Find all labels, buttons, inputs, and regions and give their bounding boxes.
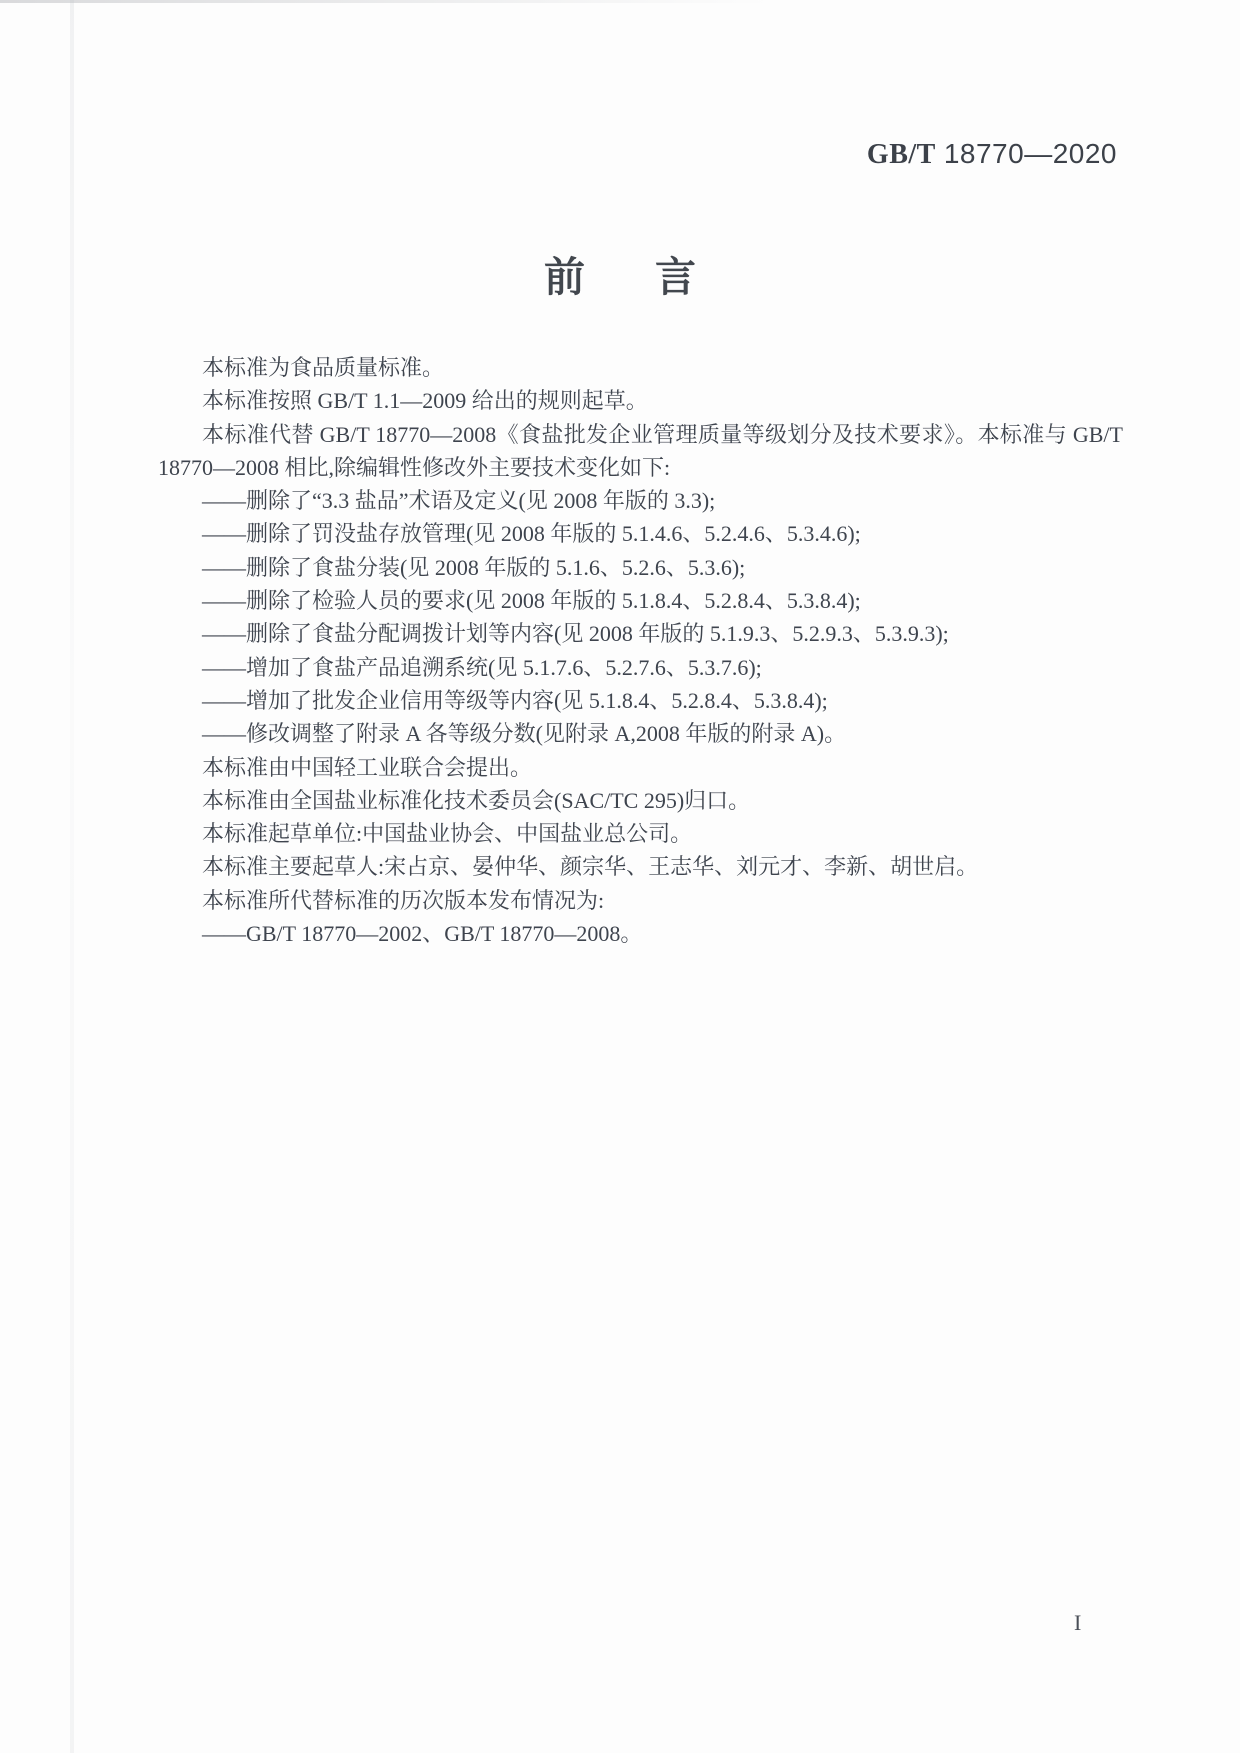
paragraph: 本标准起草单位:中国盐业协会、中国盐业总公司。 — [202, 821, 693, 847]
dash-list-item: ——删除了检验人员的要求(见 2008 年版的 5.1.8.4、5.2.8.4、5.3.8.4); — [202, 588, 861, 614]
page-title-text: 前言 — [544, 254, 766, 300]
document-body — [158, 351, 1123, 950]
paragraph: 本标准所代替标准的历次版本发布情况为: — [202, 887, 605, 913]
page-number: I — [1074, 1610, 1082, 1635]
paragraph: 本标准由中国轻工业联合会提出。 — [202, 754, 533, 780]
dash-list-item: ——删除了罚没盐存放管理(见 2008 年版的 5.1.4.6、5.2.4.6、5.3.4.6); — [202, 521, 861, 547]
page-title — [0, 244, 1240, 303]
dash-list-item: ——增加了食盐产品追溯系统(见 5.1.7.6、5.2.7.6、5.3.7.6); — [202, 654, 762, 680]
paragraph: 本标准按照 GB/T 1.1—2009 给出的规则起草。 — [202, 388, 648, 414]
paragraph: 本标准主要起草人:宋占京、晏仲华、颜宗华、王志华、刘元才、李新、胡世启。 — [202, 854, 979, 880]
standard-code-number: 18770—2020 — [943, 138, 1117, 169]
standard-code-prefix: GB/T — [866, 139, 936, 170]
paragraph: 本标准代替 GB/T 18770—2008《食盐批发企业管理质量等级划分及技术要求》。本标准与 GB/T 18770—2008 相比,除编辑性修改外主要技术变化如下: — [158, 421, 1123, 480]
dash-list-item: ——增加了批发企业信用等级等内容(见 5.1.8.4、5.2.8.4、5.3.8.4); — [202, 687, 828, 713]
dash-list-item: ——修改调整了附录 A 各等级分数(见附录 A,2008 年版的附录 A)。 — [202, 721, 847, 747]
paragraph: 本标准由全国盐业标准化技术委员会(SAC/TC 295)归口。 — [202, 787, 751, 813]
dash-list-item: ——删除了“3.3 盐品”术语及定义(见 2008 年版的 3.3); — [202, 488, 716, 514]
paragraph: 本标准为食品质量标准。 — [202, 355, 445, 380]
dash-list-item: ——删除了食盐分配调拨计划等内容(见 2008 年版的 5.1.9.3、5.2.9.3、5.3.9.3); — [202, 621, 949, 647]
dash-list-item: ——删除了食盐分装(见 2008 年版的 5.1.6、5.2.6、5.3.6); — [202, 554, 746, 580]
dash-list-item: ——GB/T 18770—2002、GB/T 18770—2008。 — [202, 921, 643, 947]
scan-artifact-top — [0, 0, 769, 3]
standard-code-header — [867, 138, 1117, 171]
